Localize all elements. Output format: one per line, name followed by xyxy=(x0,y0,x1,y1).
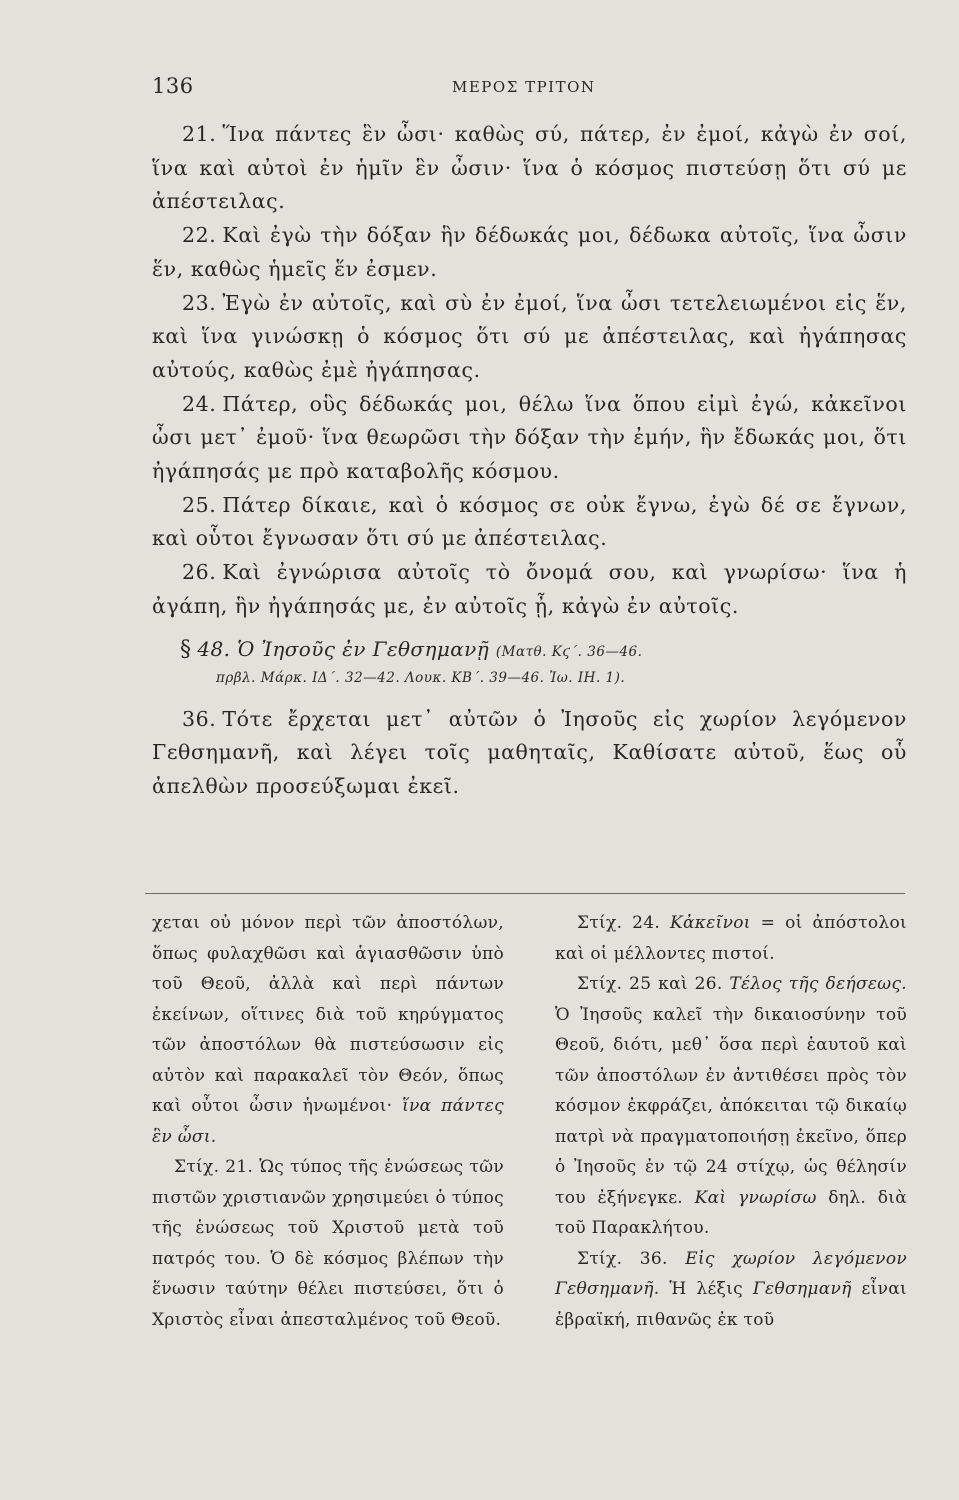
note-italic: ἵνα πάντες ἓν ὦσι. xyxy=(152,1096,504,1147)
verse-24 xyxy=(152,388,907,489)
note-paragraph: Στίχ. 21. Ὡς τύπος τῆς ἑνώσεως τῶν πιστῶν χριστιανῶν χρησιμεύει ὁ τύπος τῆς ἑνώσεως τοῦ Χριστοῦ μετὰ τοῦ πατρός του. Ὁ δὲ κόσμος βλέπων τὴν ἕνωσιν ταύτην θέλει πιστεύσει, ὅτι ὁ Χριστὸς εἶναι ἀπεσταλμένος τοῦ Θεοῦ. xyxy=(152,1157,504,1330)
verse-text: Ἐγὼ ἐν αὐτοῖς, καὶ σὺ ἐν ἐμοί, ἵνα ὦσι τετελειωμένοι εἰς ἕν, καὶ ἵνα γινώσκῃ ὁ κόσμος ὅτι σύ με ἀπέστειλας, καὶ ἠγάπησας αὐτούς, καθὼς ἐμὲ ἠγάπησας. xyxy=(152,290,907,382)
note-paragraph xyxy=(152,908,504,1152)
note-text: Στίχ. 25 καὶ 26. xyxy=(577,974,723,994)
note-text: Στίχ. 24. xyxy=(577,913,661,933)
notes-left-column xyxy=(152,908,504,1335)
verse-text: Πάτερ, οὓς δέδωκάς μοι, θέλω ἵνα ὅπου εἰμὶ ἐγώ, κἀκεῖνοι ὦσι μετ᾿ ἐμοῦ· ἵνα θεωρῶσι τὴν δόξαν τὴν ἐμήν, ἣν ἔδωκάς μοι, ὅτι ἠγάπησάς με πρὸ καταβολῆς κόσμου. xyxy=(152,391,907,484)
note-text: χεται οὐ μόνον περὶ τῶν ἀποστόλων, ὅπως φυλαχθῶσι καὶ ἁγιασθῶσιν ὑπὸ τοῦ Θεοῦ, ἀλλὰ καὶ περὶ πάντων ἐκείνων, οἵτινες διὰ τοῦ κηρύγματος τῶν ἀποστόλων θὰ πιστεύσωσιν εἰς αὐτὸν καὶ παρακαλεῖ τὸν Θεόν, ὅπως καὶ οὗτοι ὦσιν ἡνωμένοι· xyxy=(152,913,504,1116)
note-paragraph xyxy=(555,969,907,1244)
note-text: = οἱ ἀπόστολοι καὶ οἱ μέλλοντες πιστοί. xyxy=(555,913,907,964)
note-paragraph xyxy=(555,908,907,969)
verse-23 xyxy=(152,287,907,388)
verse-21 xyxy=(152,118,907,219)
verse-number: 22. xyxy=(182,223,217,248)
verse-text: Πάτερ δίκαιε, καὶ ὁ κόσμος σε οὐκ ἔγνω, ἐγὼ δέ σε ἔγνων, καὶ οὗτοι ἔγνωσαν ὅτι σύ με ἀπέστειλας. xyxy=(152,492,907,551)
section-reference: (Ματθ. Κϛ΄. 36—46. xyxy=(495,643,643,660)
note-text: δηλ. διὰ τοῦ Παρακλήτου. xyxy=(555,1187,907,1238)
verse-25 xyxy=(152,489,907,556)
running-title: ΜΕΡΟΣ ΤΡΙΤΟΝ xyxy=(452,78,596,96)
note-text: Ἡ λέξις xyxy=(669,1279,744,1299)
verse-text: Τότε ἔρχεται μετ᾿ αὐτῶν ὁ Ἰησοῦς εἰς χωρίον λεγόμενον Γεθσημανῆ, καὶ λέγει τοῖς μαθηταῖς, Καθίσατε αὐτοῦ, ἕως οὗ ἀπελθὼν προσεύξωμαι ἐκεῖ. xyxy=(152,706,907,798)
note-paragraph xyxy=(555,1244,907,1336)
note-italic: Καὶ γνωρίσω xyxy=(694,1187,817,1208)
page-header xyxy=(152,74,902,104)
verse-text: Ἵνα πάντες ἓν ὦσι· καθὼς σύ, πάτερ, ἐν ἐμοί, κἀγὼ ἐν σοί, ἵνα καὶ αὐτοὶ ἐν ἡμῖν ἓν ὦσιν· ἵνα ὁ κόσμος πιστεύσῃ ὅτι σύ με ἀπέστειλας. xyxy=(152,122,907,214)
page-number: 136 xyxy=(152,74,194,98)
note-italic: Τέλος τῆς δεήσεως. xyxy=(729,974,907,994)
verse-text: Καὶ ἐγνώρισα αὐτοῖς τὸ ὄνομά σου, καὶ γνωρίσω· ἵνα ἡ ἀγάπη, ἣν ἠγάπησάς με, ἐν αὐτοῖς ᾖ, κἀγὼ ἐν αὐτοῖς. xyxy=(152,560,907,618)
footnote-divider xyxy=(145,893,905,894)
note-italic: Εἰς χωρίον λεγόμενον Γεθσημανῆ. xyxy=(555,1248,907,1299)
section-reference-continued: πρβλ. Μάρκ. ΙΔ΄. 32—42. Λουκ. ΚΒ΄. 39—46. Ἰω. ΙΗ. 1). xyxy=(216,669,626,686)
main-text xyxy=(152,118,907,804)
verse-number: 26. xyxy=(182,560,217,585)
verse-26 xyxy=(152,556,907,623)
verse-number: 21. xyxy=(182,122,217,146)
note-text: Στίχ. 36. xyxy=(577,1248,668,1269)
verse-number: 24. xyxy=(182,391,217,416)
note-italic: Γεθσημανῆ xyxy=(752,1279,852,1299)
note-italic: Κἀκεῖνοι xyxy=(670,913,751,933)
verse-number: 25. xyxy=(182,492,217,517)
verse-22 xyxy=(152,219,907,286)
notes-right-column xyxy=(555,908,907,1335)
verse-text: Καὶ ἐγὼ τὴν δόξαν ἣν δέδωκάς μοι, δέδωκα αὐτοῖς, ἵνα ὦσιν ἕν, καθὼς ἡμεῖς ἕν ἐσμεν. xyxy=(152,223,907,281)
verse-number: 36. xyxy=(182,706,217,731)
section-heading xyxy=(152,634,907,667)
section-mark: § xyxy=(180,636,192,662)
verse-number: 23. xyxy=(182,290,217,315)
section-title: 48. Ὁ Ἰησοῦς ἐν Γεθσημανῇ xyxy=(197,636,490,661)
note-text: Ὁ Ἰησοῦς καλεῖ τὴν δικαιοσύνην τοῦ Θεοῦ, διότι, μεθ᾿ ὅσα περὶ ἑαυτοῦ καὶ τῶν ἀποστόλων ἐν ἀντιθέσει πρὸς τὸν κόσμον ἐκφράζει, ἀπόκειται τῷ δικαίῳ πατρὶ νὰ πραγματοποιήσῃ ἐκεῖνο, ὅπερ ὁ Ἰησοῦς ἐν τῷ 24 στίχῳ, ὡς θέλησίν του ἐξήνεγκε. xyxy=(555,1004,907,1208)
verse-36 xyxy=(152,703,907,804)
note-text: εἶναι ἑβραϊκή, πιθανῶς ἐκ τοῦ xyxy=(555,1279,907,1330)
